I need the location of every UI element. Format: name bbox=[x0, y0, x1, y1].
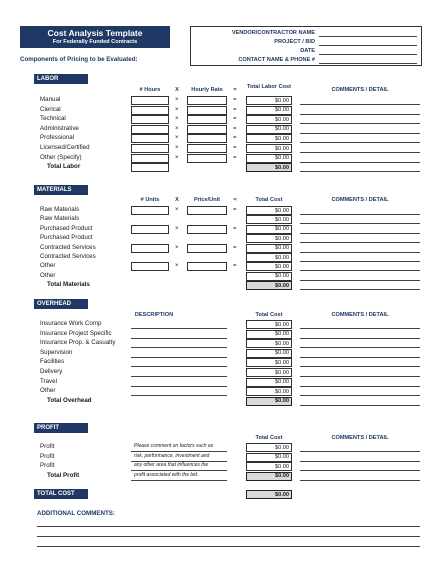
labor-row-total-amount: $0.00 bbox=[275, 97, 289, 104]
overhead-row-label: Insurance Project Specific bbox=[40, 329, 112, 337]
labor-row-total-amount: $0.00 bbox=[275, 116, 289, 123]
vendor-info-block bbox=[190, 26, 422, 66]
profit-row-total-amount: $0.00 bbox=[275, 463, 289, 470]
materials-price-input[interactable] bbox=[187, 206, 227, 215]
materials-row-total-amount: $0.00 bbox=[275, 263, 289, 270]
labor-row-total-amount: $0.00 bbox=[275, 135, 289, 142]
overhead-row-label: Facilities bbox=[40, 358, 65, 366]
overhead-row-total bbox=[246, 349, 292, 358]
total-cost-label: TOTAL COST bbox=[34, 489, 88, 499]
labor-hours-input[interactable] bbox=[131, 144, 169, 153]
materials-row-total bbox=[246, 253, 292, 262]
profit-note-underline bbox=[131, 480, 227, 481]
overhead-col-desc: DESCRIPTION bbox=[134, 312, 174, 318]
overhead-row-total-amount: $0.00 bbox=[275, 369, 289, 376]
materials-row-label: Contracted Services bbox=[40, 243, 96, 251]
overhead-row-label: Delivery bbox=[40, 368, 63, 375]
materials-col-comments: COMMENTS / DETAIL bbox=[331, 197, 389, 203]
labor-col-hours: # Hours bbox=[139, 87, 161, 93]
materials-comment-line[interactable] bbox=[300, 270, 420, 271]
overhead-col-total: Total Cost bbox=[255, 312, 283, 318]
materials-price-input[interactable] bbox=[187, 225, 227, 234]
profit-row-total bbox=[246, 462, 292, 471]
materials-row-label: Contracted Services bbox=[40, 253, 96, 260]
materials-price-input[interactable] bbox=[187, 262, 227, 271]
labor-rate-input[interactable] bbox=[187, 144, 227, 153]
materials-row-total-amount: $0.00 bbox=[275, 235, 289, 242]
materials-col-price: Price/Unit bbox=[193, 197, 221, 203]
overhead-comment-line[interactable] bbox=[300, 376, 420, 377]
labor-row-label: Licensed/Certified bbox=[40, 144, 90, 151]
materials-col-units: # Units bbox=[140, 197, 160, 203]
materials-row-total-amount: $0.00 bbox=[275, 254, 289, 261]
date-field[interactable] bbox=[319, 54, 417, 55]
materials-row-total bbox=[246, 215, 292, 224]
materials-row-total-amount: $0.00 bbox=[275, 273, 289, 280]
date-label: DATE bbox=[300, 48, 315, 54]
materials-comment-line[interactable] bbox=[300, 242, 420, 243]
labor-row-total bbox=[246, 154, 292, 163]
equals-icon: = bbox=[233, 116, 237, 123]
materials-total-value bbox=[246, 281, 292, 290]
labor-row-total bbox=[246, 125, 292, 134]
labor-row-total bbox=[246, 144, 292, 153]
materials-total-value-amount: $0.00 bbox=[275, 282, 289, 289]
overhead-comment-line[interactable] bbox=[300, 395, 420, 396]
profit-col-comments: COMMENTS / DETAIL bbox=[331, 435, 389, 441]
overhead-row-total bbox=[246, 378, 292, 387]
document-title: Cost Analysis Template bbox=[47, 28, 143, 38]
materials-comment-line[interactable] bbox=[300, 214, 420, 215]
labor-hours-input[interactable] bbox=[131, 134, 169, 143]
overhead-comment-line[interactable] bbox=[300, 357, 420, 358]
overhead-col-comments: COMMENTS / DETAIL bbox=[331, 312, 389, 318]
overhead-total-value-amount: $0.00 bbox=[275, 398, 289, 405]
overhead-comment-line[interactable] bbox=[300, 366, 420, 367]
overhead-section-header: OVERHEAD bbox=[34, 299, 88, 309]
additional-comments-label: ADDITIONAL COMMENTS: bbox=[37, 510, 115, 517]
labor-col-x: X bbox=[175, 87, 179, 93]
labor-total-value-amount: $0.00 bbox=[275, 164, 289, 171]
overhead-description-line[interactable] bbox=[131, 366, 227, 367]
materials-row-total-amount: $0.00 bbox=[275, 207, 289, 214]
overhead-row-total bbox=[246, 320, 292, 329]
overhead-total-label: Total Overhead bbox=[47, 396, 92, 404]
times-icon: × bbox=[175, 97, 179, 103]
comment-line-2[interactable] bbox=[37, 536, 420, 537]
labor-hours-input[interactable] bbox=[131, 125, 169, 134]
overhead-row-label: Insurance Prop. & Casualty bbox=[40, 339, 116, 347]
overhead-row-total-amount: $0.00 bbox=[275, 388, 289, 395]
overhead-description-line[interactable] bbox=[131, 357, 227, 358]
overhead-row-label: Travel bbox=[40, 377, 57, 385]
total-cost-value bbox=[246, 490, 292, 499]
profit-note-line: risk, performance, investment and bbox=[134, 452, 210, 459]
overhead-row-total bbox=[246, 368, 292, 377]
profit-comment-line[interactable] bbox=[300, 480, 420, 481]
document-subtitle: For Federally Funded Contracts bbox=[52, 39, 138, 45]
profit-note-line: Please comment on factors such as bbox=[134, 443, 214, 449]
labor-row-total bbox=[246, 106, 292, 115]
comment-line-3[interactable] bbox=[37, 546, 420, 547]
materials-row-label: Purchased Product bbox=[40, 234, 93, 242]
profit-note-line: any other area that influences the bbox=[134, 462, 209, 469]
times-icon: × bbox=[175, 154, 179, 161]
labor-row-label: Administrative bbox=[40, 124, 79, 132]
overhead-row-total-amount: $0.00 bbox=[275, 359, 289, 366]
overhead-description-line[interactable] bbox=[131, 395, 227, 396]
labor-row-label: Professional bbox=[40, 134, 75, 142]
labor-hours-input[interactable] bbox=[131, 154, 169, 163]
labor-comment-line[interactable] bbox=[300, 133, 420, 134]
overhead-row-total-amount: $0.00 bbox=[275, 340, 289, 347]
labor-row-total-amount: $0.00 bbox=[275, 126, 289, 133]
profit-row-total-amount: $0.00 bbox=[275, 454, 289, 461]
overhead-description-line[interactable] bbox=[131, 376, 227, 377]
labor-total-hours bbox=[131, 163, 169, 172]
profit-row-label: Profit bbox=[40, 443, 55, 450]
equals-icon: = bbox=[233, 145, 237, 151]
equals-icon: = bbox=[233, 125, 237, 132]
equals-icon: = bbox=[233, 135, 237, 142]
labor-comment-line[interactable] bbox=[300, 171, 420, 172]
overhead-row-total-amount: $0.00 bbox=[275, 331, 289, 338]
materials-units-input[interactable] bbox=[131, 262, 169, 271]
materials-row-label: Purchased Product bbox=[40, 224, 93, 232]
times-icon: × bbox=[175, 263, 179, 270]
profit-section-header: PROFIT bbox=[34, 423, 88, 433]
labor-total-label: Total Labor bbox=[47, 163, 81, 171]
title-banner bbox=[20, 26, 170, 48]
times-icon: × bbox=[175, 225, 179, 232]
materials-row-label: Other bbox=[40, 271, 56, 279]
materials-row-label: Raw Materials bbox=[40, 215, 80, 223]
overhead-row-total-amount: $0.00 bbox=[275, 350, 289, 357]
labor-row-label: Clerical bbox=[40, 105, 61, 113]
equals-icon: = bbox=[233, 263, 237, 270]
overhead-row-total-amount: $0.00 bbox=[275, 379, 289, 386]
overhead-total-value bbox=[246, 397, 292, 406]
vendor-field[interactable] bbox=[319, 36, 417, 37]
materials-comment-line[interactable] bbox=[300, 252, 420, 253]
materials-col-x: X bbox=[175, 197, 179, 203]
components-label: Components of Pricing to be Evaluated: bbox=[20, 56, 138, 63]
overhead-comment-line[interactable] bbox=[300, 347, 420, 348]
times-icon: × bbox=[175, 145, 179, 151]
contact-label: CONTACT NAME & PHONE # bbox=[238, 57, 315, 63]
overhead-comment-line[interactable] bbox=[300, 328, 420, 329]
equals-icon: = bbox=[233, 154, 237, 161]
labor-comment-line[interactable] bbox=[300, 123, 420, 124]
materials-row-total bbox=[246, 272, 292, 281]
materials-row-total bbox=[246, 234, 292, 243]
overhead-row-total bbox=[246, 358, 292, 367]
times-icon: × bbox=[175, 106, 179, 113]
profit-total-value-amount: $0.00 bbox=[275, 473, 289, 480]
materials-units-input[interactable] bbox=[131, 225, 169, 234]
profit-row-total-amount: $0.00 bbox=[275, 444, 289, 451]
materials-comment-line[interactable] bbox=[300, 289, 420, 290]
equals-icon: = bbox=[233, 97, 237, 103]
labor-row-label: Technical bbox=[40, 115, 66, 123]
overhead-comment-line[interactable] bbox=[300, 386, 420, 387]
overhead-comment-line[interactable] bbox=[300, 338, 420, 339]
materials-units-input[interactable] bbox=[131, 206, 169, 215]
profit-col-total: Total Cost bbox=[255, 435, 283, 441]
materials-row-label: Raw Materials bbox=[40, 206, 80, 213]
labor-row-total-amount: $0.00 bbox=[275, 155, 289, 162]
times-icon: × bbox=[175, 207, 179, 213]
overhead-description-line[interactable] bbox=[131, 328, 227, 329]
materials-row-total bbox=[246, 244, 292, 253]
labor-col-total: Total Labor Cost bbox=[246, 84, 292, 90]
labor-comment-line[interactable] bbox=[300, 162, 420, 163]
labor-comment-line[interactable] bbox=[300, 152, 420, 153]
overhead-row-label: Other bbox=[40, 387, 56, 395]
profit-comment-line[interactable] bbox=[300, 470, 420, 471]
labor-row-label: Manual bbox=[40, 96, 61, 103]
profit-total-label: Total Profit bbox=[47, 471, 80, 479]
profit-comment-line[interactable] bbox=[300, 461, 420, 462]
materials-col-eq: = bbox=[233, 197, 237, 203]
labor-rate-input[interactable] bbox=[187, 134, 227, 143]
profit-total-value bbox=[246, 472, 292, 481]
overhead-description-line[interactable] bbox=[131, 386, 227, 387]
profit-row-label: Profit bbox=[40, 452, 55, 460]
materials-row-total bbox=[246, 262, 292, 271]
profit-row-total bbox=[246, 443, 292, 452]
materials-row-total-amount: $0.00 bbox=[275, 226, 289, 233]
labor-comment-line[interactable] bbox=[300, 114, 420, 115]
overhead-row-total-amount: $0.00 bbox=[275, 321, 289, 328]
materials-row-total-amount: $0.00 bbox=[275, 245, 289, 252]
materials-comment-line[interactable] bbox=[300, 261, 420, 262]
labor-rate-input[interactable] bbox=[187, 96, 227, 105]
comment-line-1[interactable] bbox=[37, 526, 420, 527]
materials-col-total: Total Cost bbox=[255, 197, 283, 203]
times-icon: × bbox=[175, 116, 179, 123]
overhead-row-label: Supervision bbox=[40, 348, 73, 356]
labor-row-total-amount: $0.00 bbox=[275, 107, 289, 114]
profit-note-line: profit associated with the bid. bbox=[134, 471, 199, 478]
equals-icon: = bbox=[233, 207, 237, 213]
labor-row-label: Other (Specify) bbox=[40, 153, 82, 161]
overhead-comment-line[interactable] bbox=[300, 405, 420, 406]
labor-row-total bbox=[246, 96, 292, 105]
materials-comment-line[interactable] bbox=[300, 233, 420, 234]
vendor-label: VENDOR/CONTRACTOR NAME bbox=[231, 30, 315, 36]
times-icon: × bbox=[175, 135, 179, 142]
materials-row-total bbox=[246, 225, 292, 234]
profit-row-label: Profit bbox=[40, 462, 55, 470]
labor-col-eq: = bbox=[233, 87, 237, 93]
profit-comment-line[interactable] bbox=[300, 451, 420, 452]
materials-section-header: MATERIALS bbox=[34, 185, 88, 195]
overhead-row-total bbox=[246, 330, 292, 339]
materials-comment-line[interactable] bbox=[300, 223, 420, 224]
labor-hours-input[interactable] bbox=[131, 96, 169, 105]
materials-row-total-amount: $0.00 bbox=[275, 216, 289, 223]
materials-comment-line[interactable] bbox=[300, 280, 420, 281]
overhead-description-line[interactable] bbox=[131, 347, 227, 348]
equals-icon: = bbox=[233, 244, 237, 251]
total-cost-amount: $0.00 bbox=[275, 491, 289, 498]
labor-rate-input[interactable] bbox=[187, 106, 227, 115]
materials-row-label: Other bbox=[40, 262, 56, 270]
overhead-row-total bbox=[246, 387, 292, 396]
project-field[interactable] bbox=[319, 45, 417, 46]
materials-total-label: Total Materials bbox=[47, 281, 90, 289]
labor-section-header: LABOR bbox=[34, 74, 88, 84]
overhead-row-total bbox=[246, 339, 292, 348]
labor-col-comments: COMMENTS / DETAIL bbox=[331, 87, 389, 93]
labor-comment-line[interactable] bbox=[300, 142, 420, 143]
labor-comment-line[interactable] bbox=[300, 104, 420, 105]
times-icon: × bbox=[175, 244, 179, 251]
materials-row-total bbox=[246, 206, 292, 215]
profit-row-total bbox=[246, 453, 292, 462]
times-icon: × bbox=[175, 125, 179, 132]
labor-rate-input[interactable] bbox=[187, 115, 227, 124]
labor-row-total bbox=[246, 115, 292, 124]
labor-row-total-amount: $0.00 bbox=[275, 145, 289, 152]
equals-icon: = bbox=[233, 106, 237, 113]
materials-units-input[interactable] bbox=[131, 244, 169, 253]
labor-total-value bbox=[246, 163, 292, 172]
labor-col-rate: Hourly Rate bbox=[191, 87, 223, 93]
overhead-description-line[interactable] bbox=[131, 338, 227, 339]
equals-icon: = bbox=[233, 225, 237, 232]
labor-rate-input[interactable] bbox=[187, 154, 227, 163]
labor-row-total bbox=[246, 134, 292, 143]
labor-rate-input[interactable] bbox=[187, 125, 227, 134]
materials-price-input[interactable] bbox=[187, 244, 227, 253]
labor-hours-input[interactable] bbox=[131, 115, 169, 124]
overhead-row-label: Insurance Work Comp bbox=[40, 320, 102, 327]
project-label: PROJECT / BID bbox=[274, 39, 315, 45]
labor-hours-input[interactable] bbox=[131, 106, 169, 115]
contact-field[interactable] bbox=[319, 63, 417, 64]
